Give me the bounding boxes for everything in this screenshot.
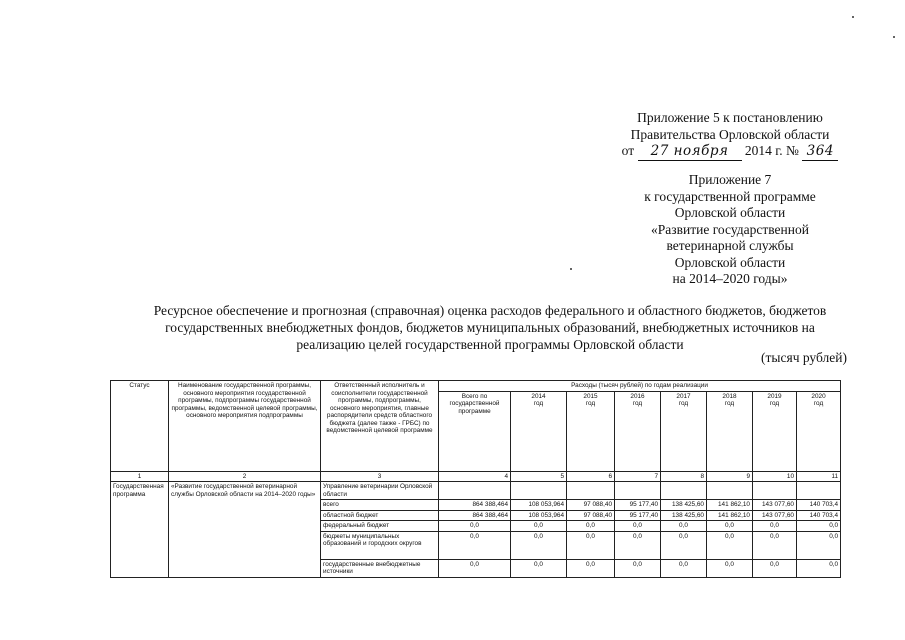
value-cell: 0,0: [707, 559, 753, 577]
value-cell: 143 077,60: [753, 500, 797, 511]
value-cell: [567, 482, 615, 500]
value-cell: 108 053,964: [511, 510, 567, 521]
appendix-7-line: «Развитие государственной: [651, 221, 809, 237]
column-number-row: [111, 471, 841, 482]
value-cell: 108 053,964: [511, 500, 567, 511]
value-cell: 0,0: [511, 521, 567, 532]
value-cell: 0,0: [753, 521, 797, 532]
value-cell: 0,0: [615, 559, 661, 577]
handwritten-date: 27 ноября: [638, 143, 742, 161]
title-line: государственных внебюджетных фондов, бюджетов муниципальных образований, внебюджетных источников на: [165, 320, 815, 335]
header-total: Всего по государственной программе: [439, 391, 511, 471]
appendix-5-date-line: [600, 143, 860, 161]
value-cell: 140 703,4: [797, 510, 841, 521]
value-cell: 0,0: [615, 521, 661, 532]
value-cell: 141 862,10: [707, 500, 753, 511]
column-number: 6: [567, 471, 615, 482]
header-year: 2017 год: [661, 391, 707, 471]
appendix-7-line: ветеринарной службы: [666, 238, 794, 253]
column-number: 7: [615, 471, 661, 482]
value-cell: 0,0: [567, 559, 615, 577]
value-cell: 0,0: [511, 531, 567, 559]
value-cell: 95 177,40: [615, 500, 661, 511]
value-cell: 0,0: [661, 521, 707, 532]
header-year: 2016 год: [615, 391, 661, 471]
header-name: Наименование государственной программы, основного мероприятия государственной программы, подпрограммы государственной программы, ведомственной целевой программы, основного мероприятия подпрограммы: [169, 381, 321, 472]
header-year: 2015 год: [567, 391, 615, 471]
title-line: реализацию целей государственной программы Орловской области: [296, 337, 684, 352]
value-cell: 97 088,40: [567, 500, 615, 511]
column-number: 10: [753, 471, 797, 482]
row-label: государственные внебюджетные источники: [321, 559, 439, 577]
value-cell: [707, 482, 753, 500]
appendix-7-line: Орловской области: [674, 205, 786, 220]
header-executor: Ответственный исполнитель и соисполнители государственной программы, подпрограммы, основного мероприятия, главные распорядители средств областного бюджета (далее также - ГРБС) по ведомственной целевой программе: [321, 381, 439, 472]
appendix-7-line: на 2014–2020 годы»: [672, 271, 788, 286]
value-cell: [439, 482, 511, 500]
column-number: 2: [169, 471, 321, 482]
scan-speck: [570, 268, 572, 270]
header-expenses: Расходы (тысяч рублей) по годам реализации: [439, 381, 841, 392]
column-number: 4: [439, 471, 511, 482]
title-line: Ресурсное обеспечение и прогнозная (справочная) оценка расходов федерального и областного бюджетов, бюджетов: [153, 303, 827, 318]
header-year: 2020 год: [797, 391, 841, 471]
row-label: бюджеты муниципальных образований и городских округов: [321, 531, 439, 559]
value-cell: 0,0: [615, 531, 661, 559]
row-label: Управление ветеринарии Орловской области: [321, 482, 439, 500]
column-number: 9: [707, 471, 753, 482]
value-cell: 0,0: [707, 521, 753, 532]
column-number: 1: [111, 471, 169, 482]
value-cell: 0,0: [753, 559, 797, 577]
value-cell: [661, 482, 707, 500]
column-number: 3: [321, 471, 439, 482]
scan-speck: [852, 16, 854, 18]
value-cell: 97 088,40: [567, 510, 615, 521]
header-year: 2018 год: [707, 391, 753, 471]
value-cell: 143 077,60: [753, 510, 797, 521]
program-name-cell: «Развитие государственной ветеринарной службы Орловской области на 2014–2020 годы»: [169, 482, 321, 578]
units-label: (тысяч рублей): [761, 350, 847, 365]
value-cell: 95 177,40: [615, 510, 661, 521]
value-cell: 141 862,10: [707, 510, 753, 521]
scan-speck: [893, 36, 895, 38]
value-cell: 0,0: [797, 521, 841, 532]
status-cell: Государственная программа: [111, 482, 169, 578]
handwritten-number: 364: [802, 143, 838, 161]
value-cell: 0,0: [439, 531, 511, 559]
appendix-5-line: Правительства Орловской области: [630, 126, 830, 142]
appendix-5-line: Приложение 5 к постановлению: [637, 110, 823, 125]
document-title: [90, 302, 890, 353]
value-cell: 0,0: [661, 559, 707, 577]
value-cell: 0,0: [753, 531, 797, 559]
value-cell: 0,0: [661, 531, 707, 559]
column-number: 5: [511, 471, 567, 482]
appendix-7-block: [600, 172, 860, 288]
header-year: 2014 год: [511, 391, 567, 471]
row-label: областной бюджет: [321, 510, 439, 521]
header-year: 2019 год: [753, 391, 797, 471]
appendix-7-line: Орловской области: [674, 254, 786, 270]
header-status: Статус: [111, 381, 169, 472]
appendix-7-line: Приложение 7: [688, 172, 772, 187]
value-cell: [511, 482, 567, 500]
value-cell: 0,0: [567, 531, 615, 559]
row-label: федеральный бюджет: [321, 521, 439, 532]
value-cell: 0,0: [797, 559, 841, 577]
column-number: 8: [661, 471, 707, 482]
value-cell: 140 703,4: [797, 500, 841, 511]
resource-table: [110, 380, 841, 578]
value-cell: 0,0: [707, 531, 753, 559]
value-cell: 0,0: [797, 531, 841, 559]
value-cell: [615, 482, 661, 500]
table-row: [111, 482, 841, 500]
value-cell: 0,0: [439, 559, 511, 577]
row-label: всего: [321, 500, 439, 511]
value-cell: 138 425,60: [661, 500, 707, 511]
year-text: 2014 г. №: [744, 143, 799, 158]
value-cell: 0,0: [567, 521, 615, 532]
value-cell: 138 425,60: [661, 510, 707, 521]
appendix-5-block: [600, 110, 860, 161]
column-number: 11: [797, 471, 841, 482]
value-cell: 0,0: [439, 521, 511, 532]
value-cell: 864 388,464: [439, 500, 511, 511]
value-cell: [753, 482, 797, 500]
appendix-7-line: к государственной программе: [644, 188, 816, 204]
value-cell: [797, 482, 841, 500]
value-cell: 0,0: [511, 559, 567, 577]
value-cell: 864 388,464: [439, 510, 511, 521]
from-prefix: от: [621, 143, 635, 158]
